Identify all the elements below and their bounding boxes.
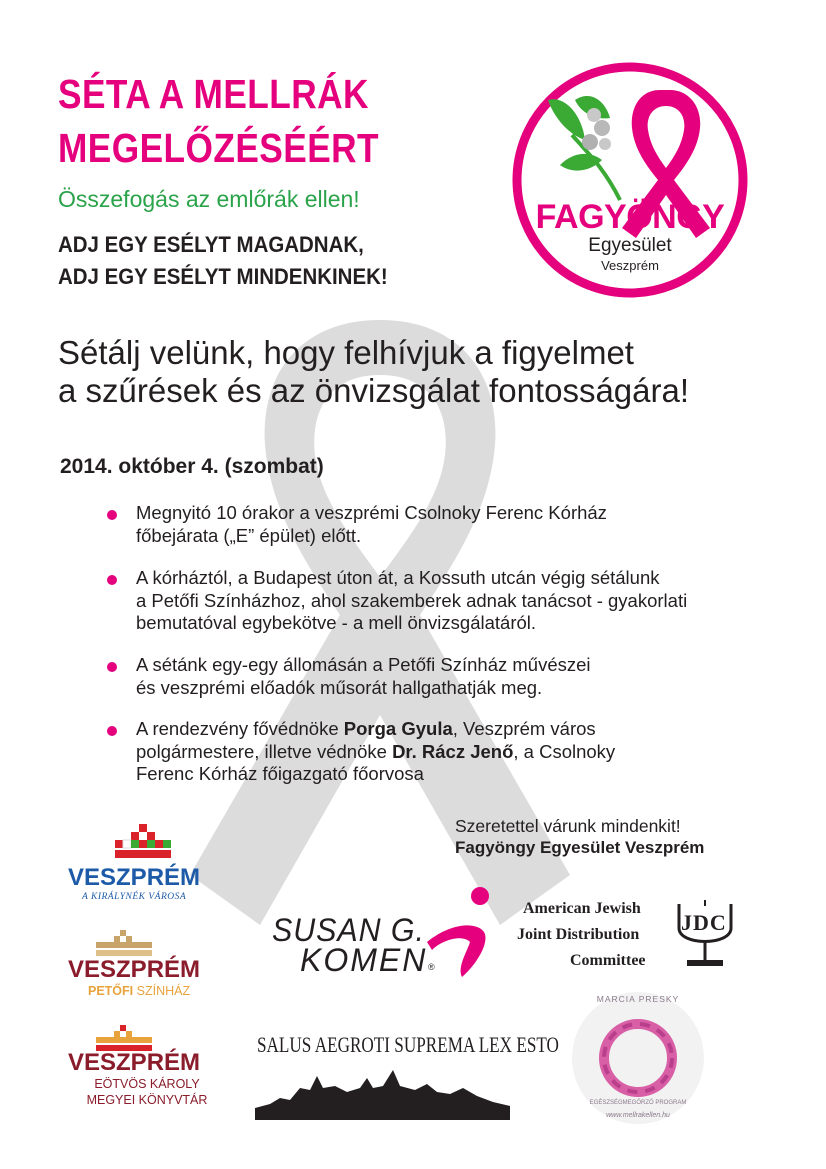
patron-title-cont: polgármestere, illetve védnöke bbox=[136, 740, 393, 762]
jdc-line3: Committee bbox=[570, 952, 646, 969]
veszprem-city-name: VESZPRÉM bbox=[68, 864, 201, 891]
fagyongy-logo-city: Veszprém bbox=[601, 258, 659, 273]
signature-text: Fagyöngy Egyesület Veszprém bbox=[455, 838, 705, 857]
program-item-3-line1: A sétánk egy-egy állomásán a Petőfi Színház művészei bbox=[136, 654, 591, 675]
jdc-line1: American Jewish bbox=[523, 900, 641, 917]
salus-motto: SALUS AEGROTI SUPREMA LEX ESTO bbox=[257, 1032, 559, 1057]
library-tagline2: MEGYEI KÖNYVTÁR bbox=[86, 1093, 208, 1107]
jdc-abbr: JDC bbox=[681, 910, 727, 935]
komen-line1: SUSAN G. bbox=[272, 912, 425, 948]
program-item-3-line2: és veszprémi előadók műsorát hallgathatják meg. bbox=[136, 676, 543, 698]
slogan-line1: ADJ EGY ESÉLYT MAGADNAK, bbox=[58, 232, 364, 257]
background-ribbon-watermark bbox=[150, 315, 610, 955]
headline-line2: a szűrések és az önvizsgálat fontosságára! bbox=[58, 372, 690, 409]
veszprem-city-tagline: A KIRÁLYNÉK VÁROSA bbox=[82, 892, 187, 902]
event-title-line1: SÉTA A MELLRÁK bbox=[58, 71, 369, 117]
event-title-line2: MEGELŐZÉSÉÉRT bbox=[58, 125, 380, 171]
fagyongy-logo-type: Egyesület bbox=[588, 235, 672, 256]
library-city-name: VESZPRÉM bbox=[68, 1049, 201, 1076]
petofi-name: VESZPRÉM bbox=[68, 956, 201, 983]
crown-icon bbox=[96, 930, 152, 958]
second-patron-title: , a Csolnoky bbox=[513, 740, 616, 762]
program-item-2-line2: a Petőfi Színházhoz, ahol szakemberek adnak tanácsot - gyakorlati bbox=[136, 589, 688, 611]
program-item-2 bbox=[136, 567, 736, 635]
petofi-tagline-a: PETŐFI bbox=[88, 984, 134, 998]
program-item-1 bbox=[136, 502, 736, 547]
petofi-tagline-b: SZÍNHÁZ bbox=[136, 984, 191, 998]
hands-circle-icon bbox=[568, 988, 708, 1128]
program-item-1-line1: Megnyitó 10 órakor a veszprémi Csolnoky Ferenc Kórház bbox=[136, 502, 607, 523]
veszprem-city-logo bbox=[68, 822, 218, 902]
bullet-dot bbox=[107, 662, 117, 672]
slogan-line2: ADJ EGY ESÉLYT MINDENKINEK! bbox=[58, 264, 388, 289]
patron-title: , Veszprém város bbox=[452, 718, 596, 739]
program-item-3 bbox=[136, 654, 736, 699]
komen-line2: KOMEN bbox=[300, 942, 428, 978]
petofi-tagline bbox=[88, 984, 190, 998]
library-tagline1: EÖTVÖS KÁROLY bbox=[94, 1077, 200, 1091]
fagyongy-logo bbox=[510, 60, 750, 300]
program-item-1-line2: főbejárata („E” épület) előtt. bbox=[136, 524, 362, 546]
komen-ribbon-icon bbox=[422, 882, 497, 982]
program-item-2-line1: A kórháztól, a Budapest úton át, a Kossuth utcán végig sétálunk bbox=[136, 567, 660, 588]
jdc-line2: Joint Distribution bbox=[517, 926, 640, 943]
presky-url: www.mellrakellen.hu bbox=[606, 1112, 670, 1119]
susan-g-komen-logo bbox=[272, 882, 502, 982]
marcia-presky-logo bbox=[568, 988, 708, 1128]
petofi-theatre-logo bbox=[68, 930, 223, 1000]
program-item-2-line3: bemutatóval egybekötve - a mell önvizsgálatáról. bbox=[136, 612, 537, 633]
event-date: 2014. október 4. (szombat) bbox=[60, 455, 324, 478]
presky-arc-bottom: EGÉSZSÉGMEGŐRZŐ PROGRAM bbox=[589, 1100, 687, 1106]
city-skyline-icon bbox=[255, 1058, 510, 1120]
patron-intro: A rendezvény fővédnöke bbox=[136, 718, 344, 739]
presky-arc-top: MARCIA PRESKY bbox=[596, 994, 680, 1004]
second-patron-name: Dr. Rácz Jenő bbox=[392, 740, 514, 762]
bullet-dot bbox=[107, 726, 117, 736]
event-subtitle: Összefogás az emlőrák ellen! bbox=[58, 186, 360, 212]
jdc-logo bbox=[515, 898, 745, 978]
patron-name: Porga Gyula bbox=[343, 718, 453, 739]
library-logo bbox=[68, 1025, 228, 1115]
crown-icon bbox=[113, 822, 173, 864]
program-item-4 bbox=[136, 718, 736, 786]
welcome-text: Szeretettel várunk mindenkit! bbox=[455, 816, 681, 836]
salus-aegroti-logo bbox=[255, 1020, 559, 1120]
second-patron-title-cont: Ferenc Kórház főigazgató főorvosa bbox=[136, 763, 424, 784]
bullet-dot bbox=[107, 510, 117, 520]
fagyongy-logo-name: FAGYÖNGY bbox=[535, 198, 725, 236]
headline-line1: Sétálj velünk, hogy felhívjuk a figyelmet bbox=[58, 334, 634, 371]
bullet-dot bbox=[107, 575, 117, 585]
komen-trademark: ® bbox=[428, 962, 435, 972]
